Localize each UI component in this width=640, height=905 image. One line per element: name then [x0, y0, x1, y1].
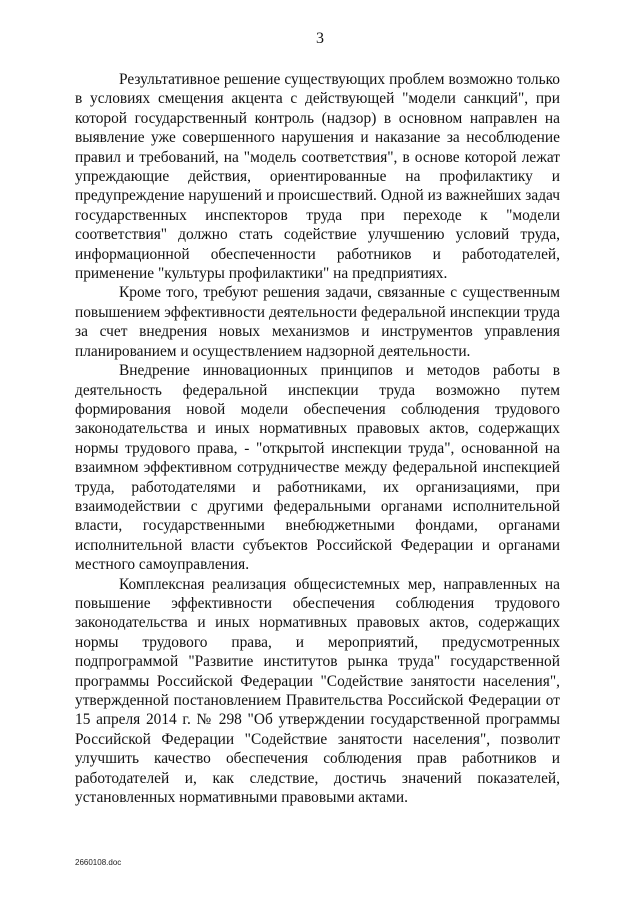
document-file-code: 2660108.doc [75, 858, 122, 867]
paragraph-model-shift: Результативное решение существующих проблем возможно только в условиях смещения акцента с действующей "модели санкций", при которой государственный контроль (надзор) в основном направлен на выявление уже совершенного нарушения и наказание за несоблюдение правил и требований, на "модель соответствия", в основе которой лежат упреждающие действия, ориентированные на профилактику и предупреждение нарушений и происшествий. Одной из важнейших задач государственных инспекторов труда при переходе к "модели соответствия" должно стать содействие улучшению условий труда, информационной обеспеченности работников и работодателей, применение "культуры профилактики" на предприятиях. [75, 71, 560, 283]
page-number: 3 [316, 30, 324, 47]
paragraph-efficiency-tasks: Кроме того, требуют решения задачи, связанные с существенным повышением эффективности деятельности федеральной инспекции труда за счет внедрения новых механизмов и инструментов управления планированием и осуществлением надзорной деятельности. [75, 284, 560, 360]
paragraph-open-inspection: Внедрение инновационных принципов и методов работы в деятельность федеральной инспекции труда возможно путем формирования новой модели обеспечения соблюдения трудового законодательства и иных нормативных правовых актов, содержащих нормы трудового права, - "открытой инспекции труда", основанной на взаимном эффективном сотрудничестве между федеральной инспекцией труда, работодателями и работниками, их организациями, при взаимодействии с другими федеральными органами исполнительной власти, государственными внебюджетными фондами, органами исполнительной власти субъектов Российской Федерации и органами местного самоуправления. [75, 362, 560, 574]
document-body [75, 70, 560, 807]
paragraph-comprehensive-measures: Комплексная реализация общесистемных мер, направленных на повышение эффективности обеспечения соблюдения трудового законодательства и иных нормативных правовых актов, содержащих нормы трудового права, и мероприятий, предусмотренных подпрограммой "Развитие институтов рынка труда" государственной программы Российской Федерации "Содействие занятости населения", утвержденной постановлением Правительства Российской Федерации от 15 апреля 2014 г. № 298 "Об утверждении государственной программы Российской Федерации "Содействие занятости населения", позволит улучшить качество обеспечения соблюдения прав работников и работодателей и, как следствие, достичь значений показателей, установленных нормативными правовыми актами. [75, 575, 560, 807]
